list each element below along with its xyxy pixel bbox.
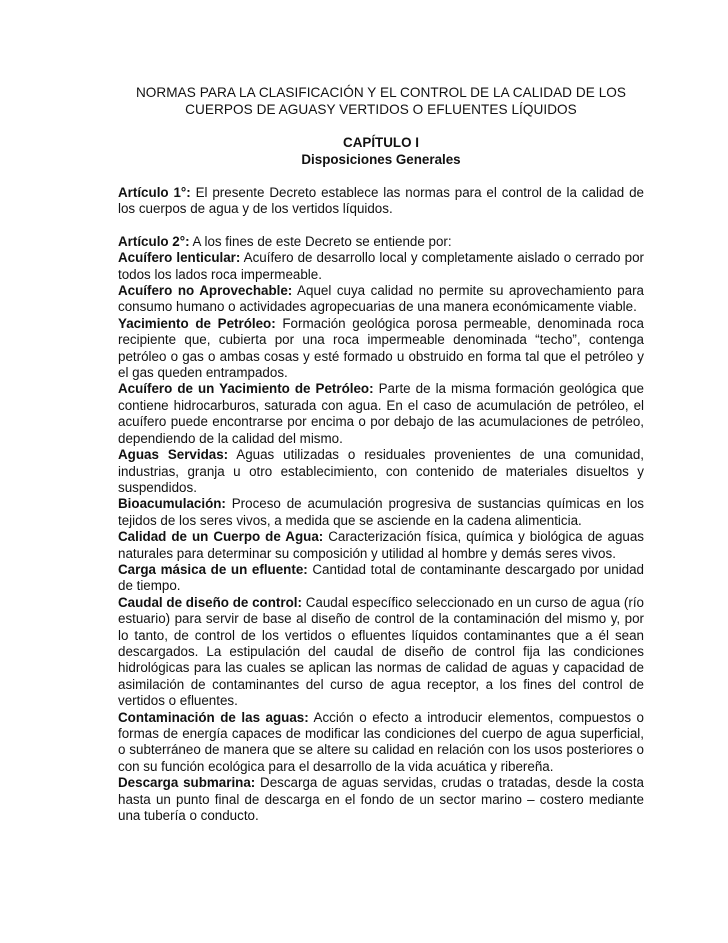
article-2-text: A los fines de este Decreto se entiende por: [189,233,452,249]
article-1-text: El presente Decreto establece las normas para el control de la calidad de los cuerpos de agua y de los vertidos líquidos. [118,185,644,217]
definition-text: Cantidad total de contaminante descargado por unidad de tiempo. [118,561,644,594]
definition-text: Acuífero de desarrollo local y completamente aislado o cerrado por todos los lados roca impermeable. [118,250,645,282]
definition-caudal-de-diseno [118,595,644,710]
definition-term: Caudal de diseño de control: [118,594,302,610]
definition-carga-masica [118,562,644,595]
definition-text: Parte de la misma formación geológica que contiene hidrocarburos, saturada con agua. En el caso de acumulación de petróleo, el acuífero puede encontrarse por encima o por debajo de las acumulaciones de petróleo, dependiendo de la calidad del mismo. [118,381,644,446]
article-1 [118,185,644,218]
chapter-title: CAPÍTULO I [343,135,419,150]
definition-yacimiento-de-petroleo [118,316,644,382]
article-2-label: Artículo 2°: [118,233,190,249]
definition-term: Yacimiento de Petróleo: [118,315,276,331]
definition-contaminacion-de-las-aguas [118,710,644,776]
title-line-1: NORMAS PARA LA CLASIFICACIÓN Y EL CONTROL DE LA CALIDAD DE LOS [135,85,627,100]
title-line-2: CUERPOS DE AGUASY VERTIDOS O EFLUENTES LÍQUIDOS [185,102,577,117]
article-2 [118,234,644,250]
definition-acuifero-no-aprovechable [118,283,644,316]
definition-term: Acuífero lenticular: [118,250,241,266]
definition-term: Aguas Servidas: [118,447,229,463]
document-body [118,84,644,824]
definition-term: Contaminación de las aguas: [118,709,309,725]
definition-term: Bioacumulación: [118,496,226,512]
definition-text: Caudal específico seleccionado en un curso de agua (río estuario) para servir de base al diseño de control de la contaminación del mismo y, por lo tanto, de control de los vertidos o efluentes líquidos contaminantes que a él sean descargados. La estipulación del caudal de diseño de control fija las condiciones hidrológicas para las cuales se aplican las normas de calidad de aguas y capacidad de asimilación de contaminantes del curso de agua receptor, a los fines del control de vertidos o efluentes. [118,594,644,709]
definition-term: Acuífero no Aprovechable: [118,283,293,299]
definition-acuifero-de-un-yacimiento [118,381,644,447]
chapter-heading [118,135,644,168]
article-1-label: Artículo 1°: [118,185,191,200]
definition-term: Calidad de un Cuerpo de Agua: [118,529,324,545]
definition-term: Acuífero de un Yacimiento de Petróleo: [118,381,374,397]
definition-bioacumulacion [118,496,644,529]
definition-text: Caracterización física, química y biológica de aguas naturales para determinar su composición y utilidad al hombre y demás seres vivos. [118,529,644,561]
document-title [118,84,644,118]
definition-calidad-de-un-cuerpo-de-agua [118,529,644,562]
definition-text: Aquel cuya calidad no permite su aprovechamiento para consumo humano o actividades agropecuarias de una manera económicamente viable. [118,283,644,315]
definition-text: Descarga de aguas servidas, crudas o tratadas, desde la costa hasta un punto final de descarga en el fondo de un sector marino – costero mediante una tubería o conducto. [118,775,644,824]
chapter-subtitle: Disposiciones Generales [301,151,461,167]
definition-text: Proceso de acumulación progresiva de sustancias químicas en los tejidos de los seres vivos, a medida que se asciende en la cadena alimenticia. [118,496,644,528]
definition-term: Carga másica de un efluente: [118,561,308,577]
definition-acuifero-lenticular [118,250,644,283]
definition-term: Descarga submarina: [118,775,256,791]
definition-text: Aguas utilizadas o residuales provenientes de una comunidad, industrias, granja u otro establecimiento, con contenido de materiales disueltos y suspendidos. [118,447,644,495]
definition-aguas-servidas [118,447,644,496]
definition-descarga-submarina [118,775,644,824]
definition-text: Acción o efecto a introducir elementos, compuestos o formas de energía capaces de modificar las condiciones del cuerpo de agua superficial, o subterráneo de manera que se altere su calidad en relación con los usos posteriores o con su función ecológica para el desarrollo de la vida acuática y ribereña. [118,709,645,774]
definition-text: Formación geológica porosa permeable, denominada roca recipiente que, cubierta por una roca impermeable denominada “techo”, contenga petróleo o gas o ambas cosas y esté formado u obstruido en forma tal que el petróleo y el gas queden entrampados. [118,315,644,381]
